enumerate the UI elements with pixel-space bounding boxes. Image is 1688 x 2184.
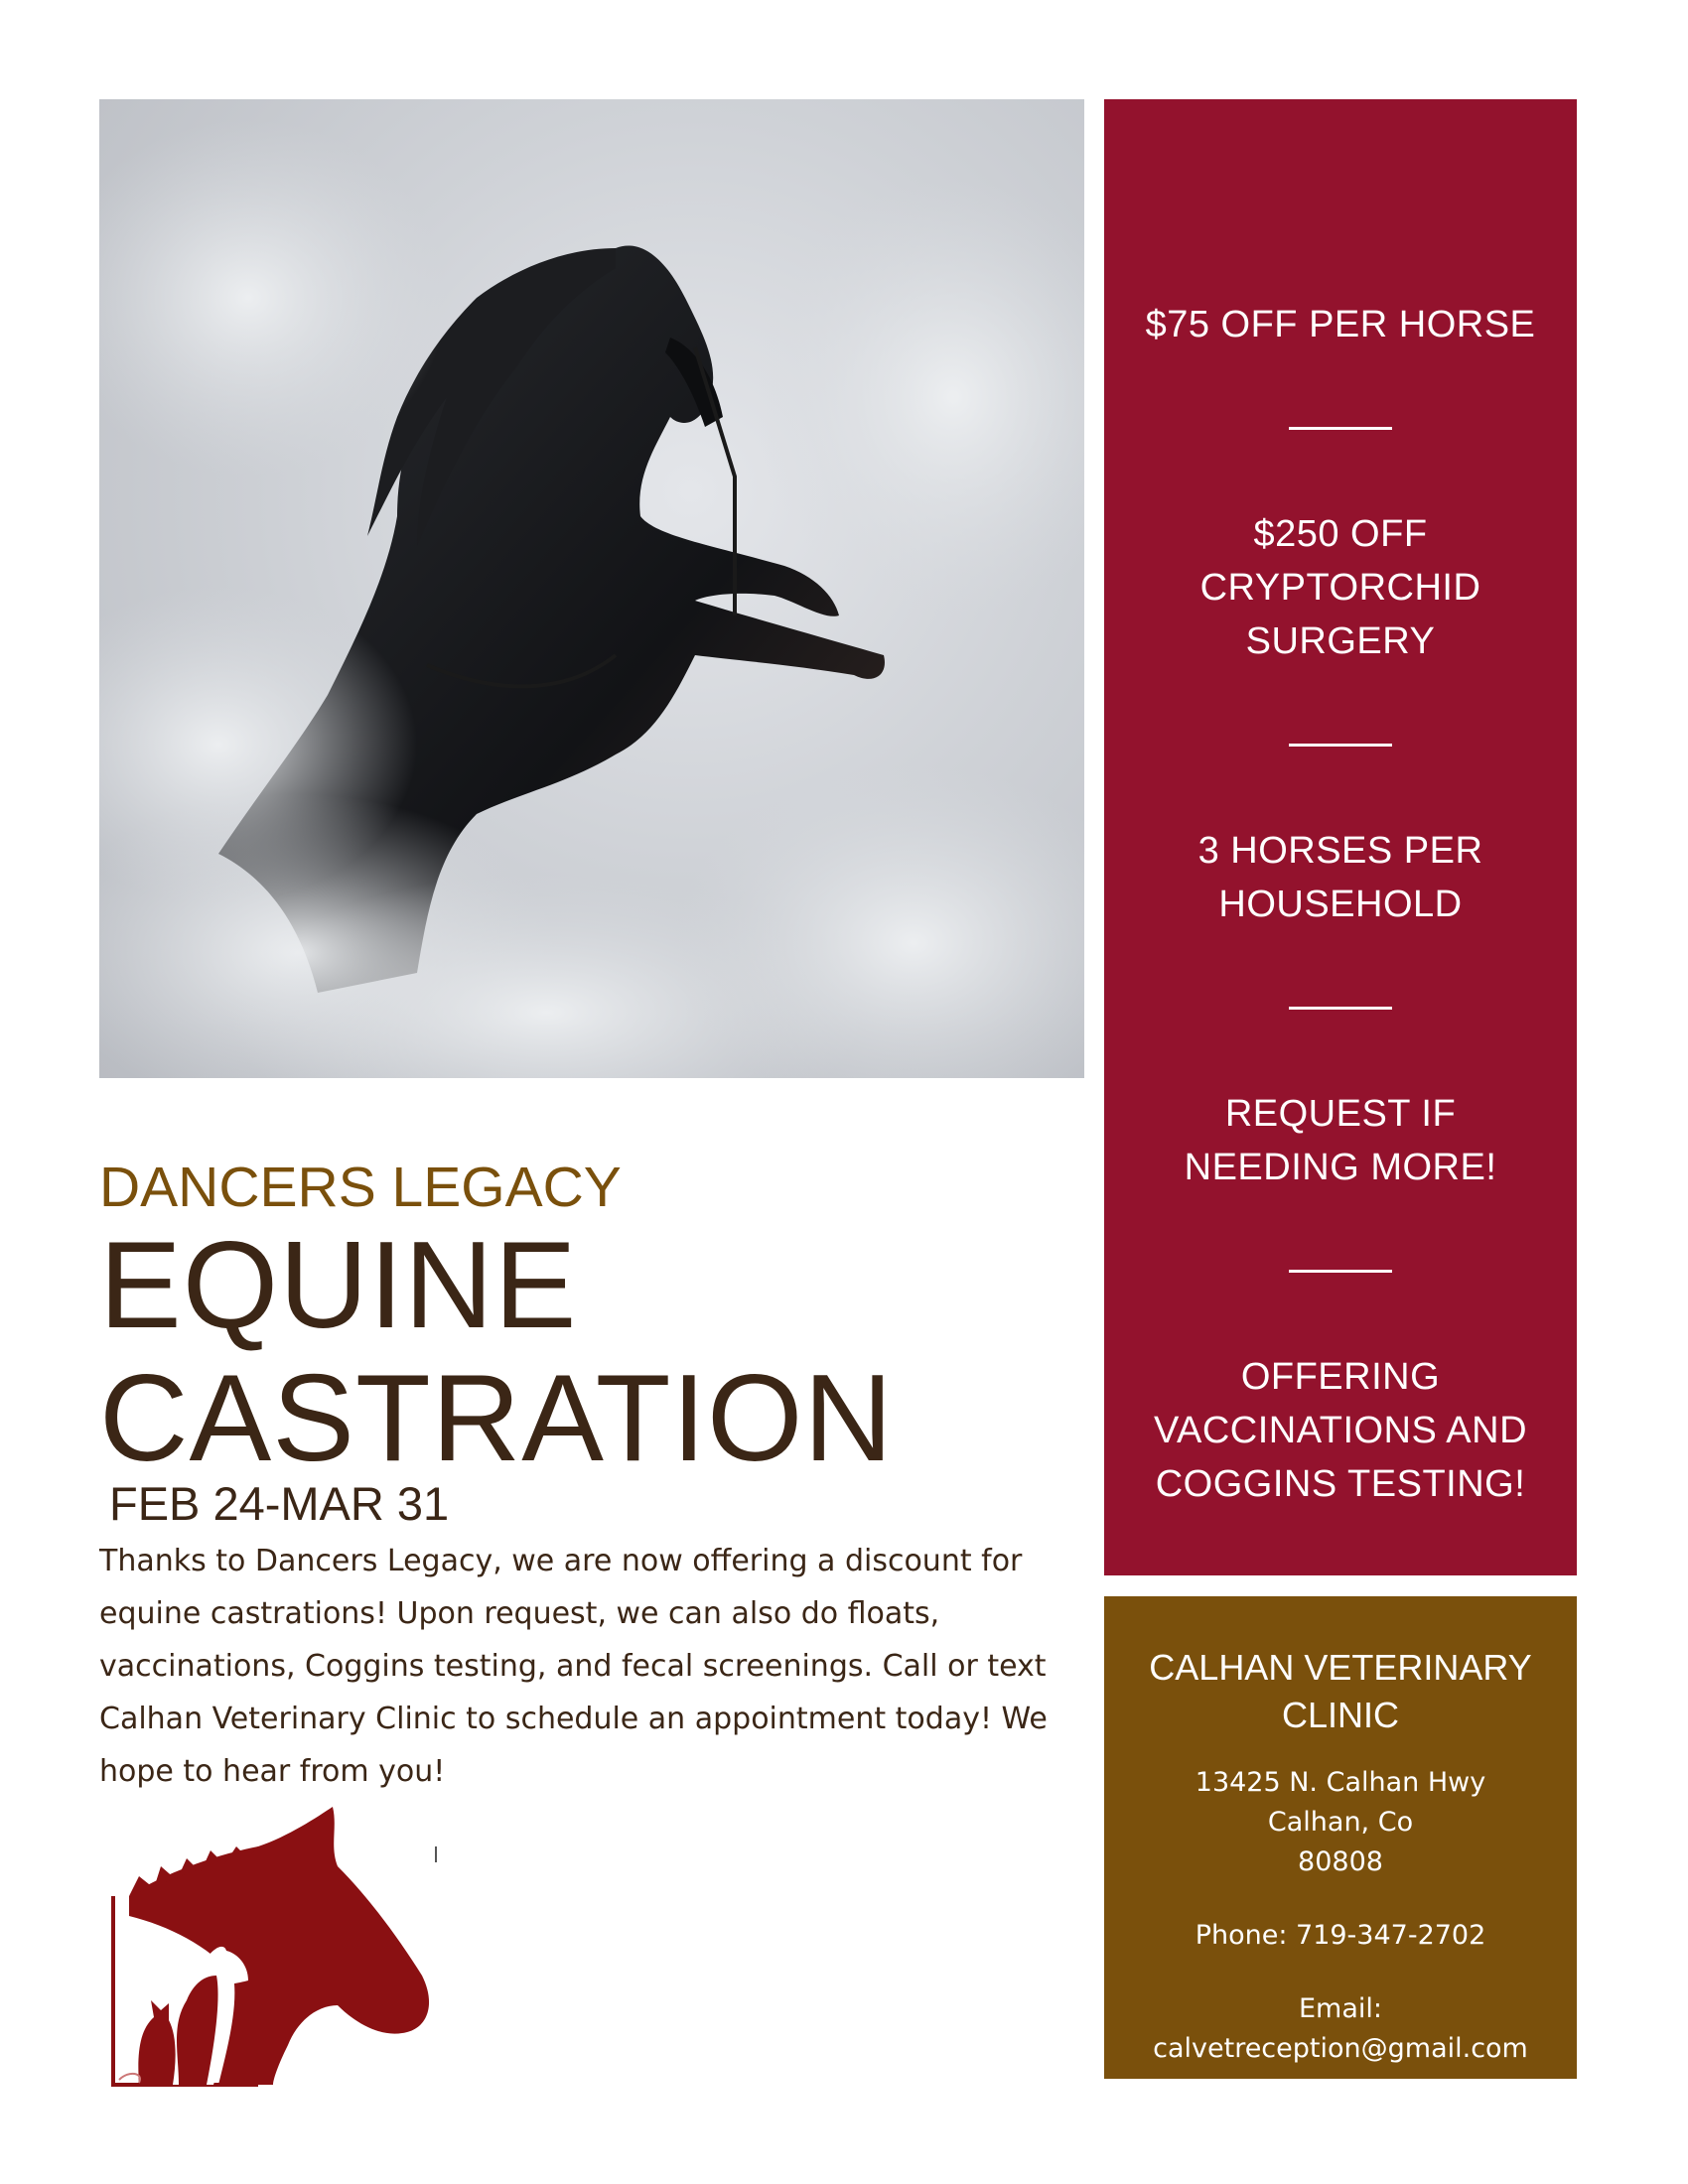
divider <box>1289 427 1392 430</box>
sponsor-heading: DANCERS LEGACY <box>99 1156 622 1219</box>
rearing-horse-illustration <box>99 99 1084 1078</box>
offer-item: $250 OFF CRYPTORCHID SURGERY <box>1199 513 1481 662</box>
email-address[interactable]: calvetreception@gmail.com <box>1153 2033 1528 2064</box>
page-title <box>99 1219 894 1485</box>
stray-mark <box>435 1846 437 1862</box>
offer-item: REQUEST IF NEEDING MORE! <box>1184 1093 1497 1188</box>
clinic-name: CALHAN VETERINARY CLINIC <box>1149 1647 1532 1735</box>
address-line: 13425 N. Calhan Hwy <box>1195 1767 1486 1798</box>
divider <box>1289 1270 1392 1273</box>
title-line: CASTRATION <box>99 1350 894 1487</box>
divider <box>1289 1007 1392 1010</box>
clinic-logo-icon <box>99 1807 457 2095</box>
address-line: Calhan, Co <box>1267 1807 1414 1838</box>
address-line: 80808 <box>1298 1846 1383 1877</box>
divider <box>1289 744 1392 747</box>
phone-number[interactable]: Phone: 719-347-2702 <box>1195 1920 1486 1951</box>
offer-item: $75 OFF PER HORSE <box>1145 304 1536 345</box>
event-dates: FEB 24-MAR 31 <box>109 1477 450 1530</box>
title-line: EQUINE <box>99 1217 578 1354</box>
email-label: Email: <box>1298 1993 1382 2024</box>
offer-item: 3 HORSES PER HOUSEHOLD <box>1197 830 1483 925</box>
offers-panel <box>1104 99 1577 1575</box>
description-paragraph: Thanks to Dancers Legacy, we are now offering a discount for equine castrations! Upon request, we can also do floats, vaccinations, Coggins testing, and fecal screenings. Call or text Calhan Veterinary Clinic to schedule an appointment today! We hope to hear from you! <box>99 1544 1048 1789</box>
contact-panel <box>1104 1596 1577 2079</box>
offer-item: OFFERING VACCINATIONS AND COGGINS TESTING! <box>1153 1356 1528 1505</box>
hero-horse-photo <box>99 99 1084 1078</box>
